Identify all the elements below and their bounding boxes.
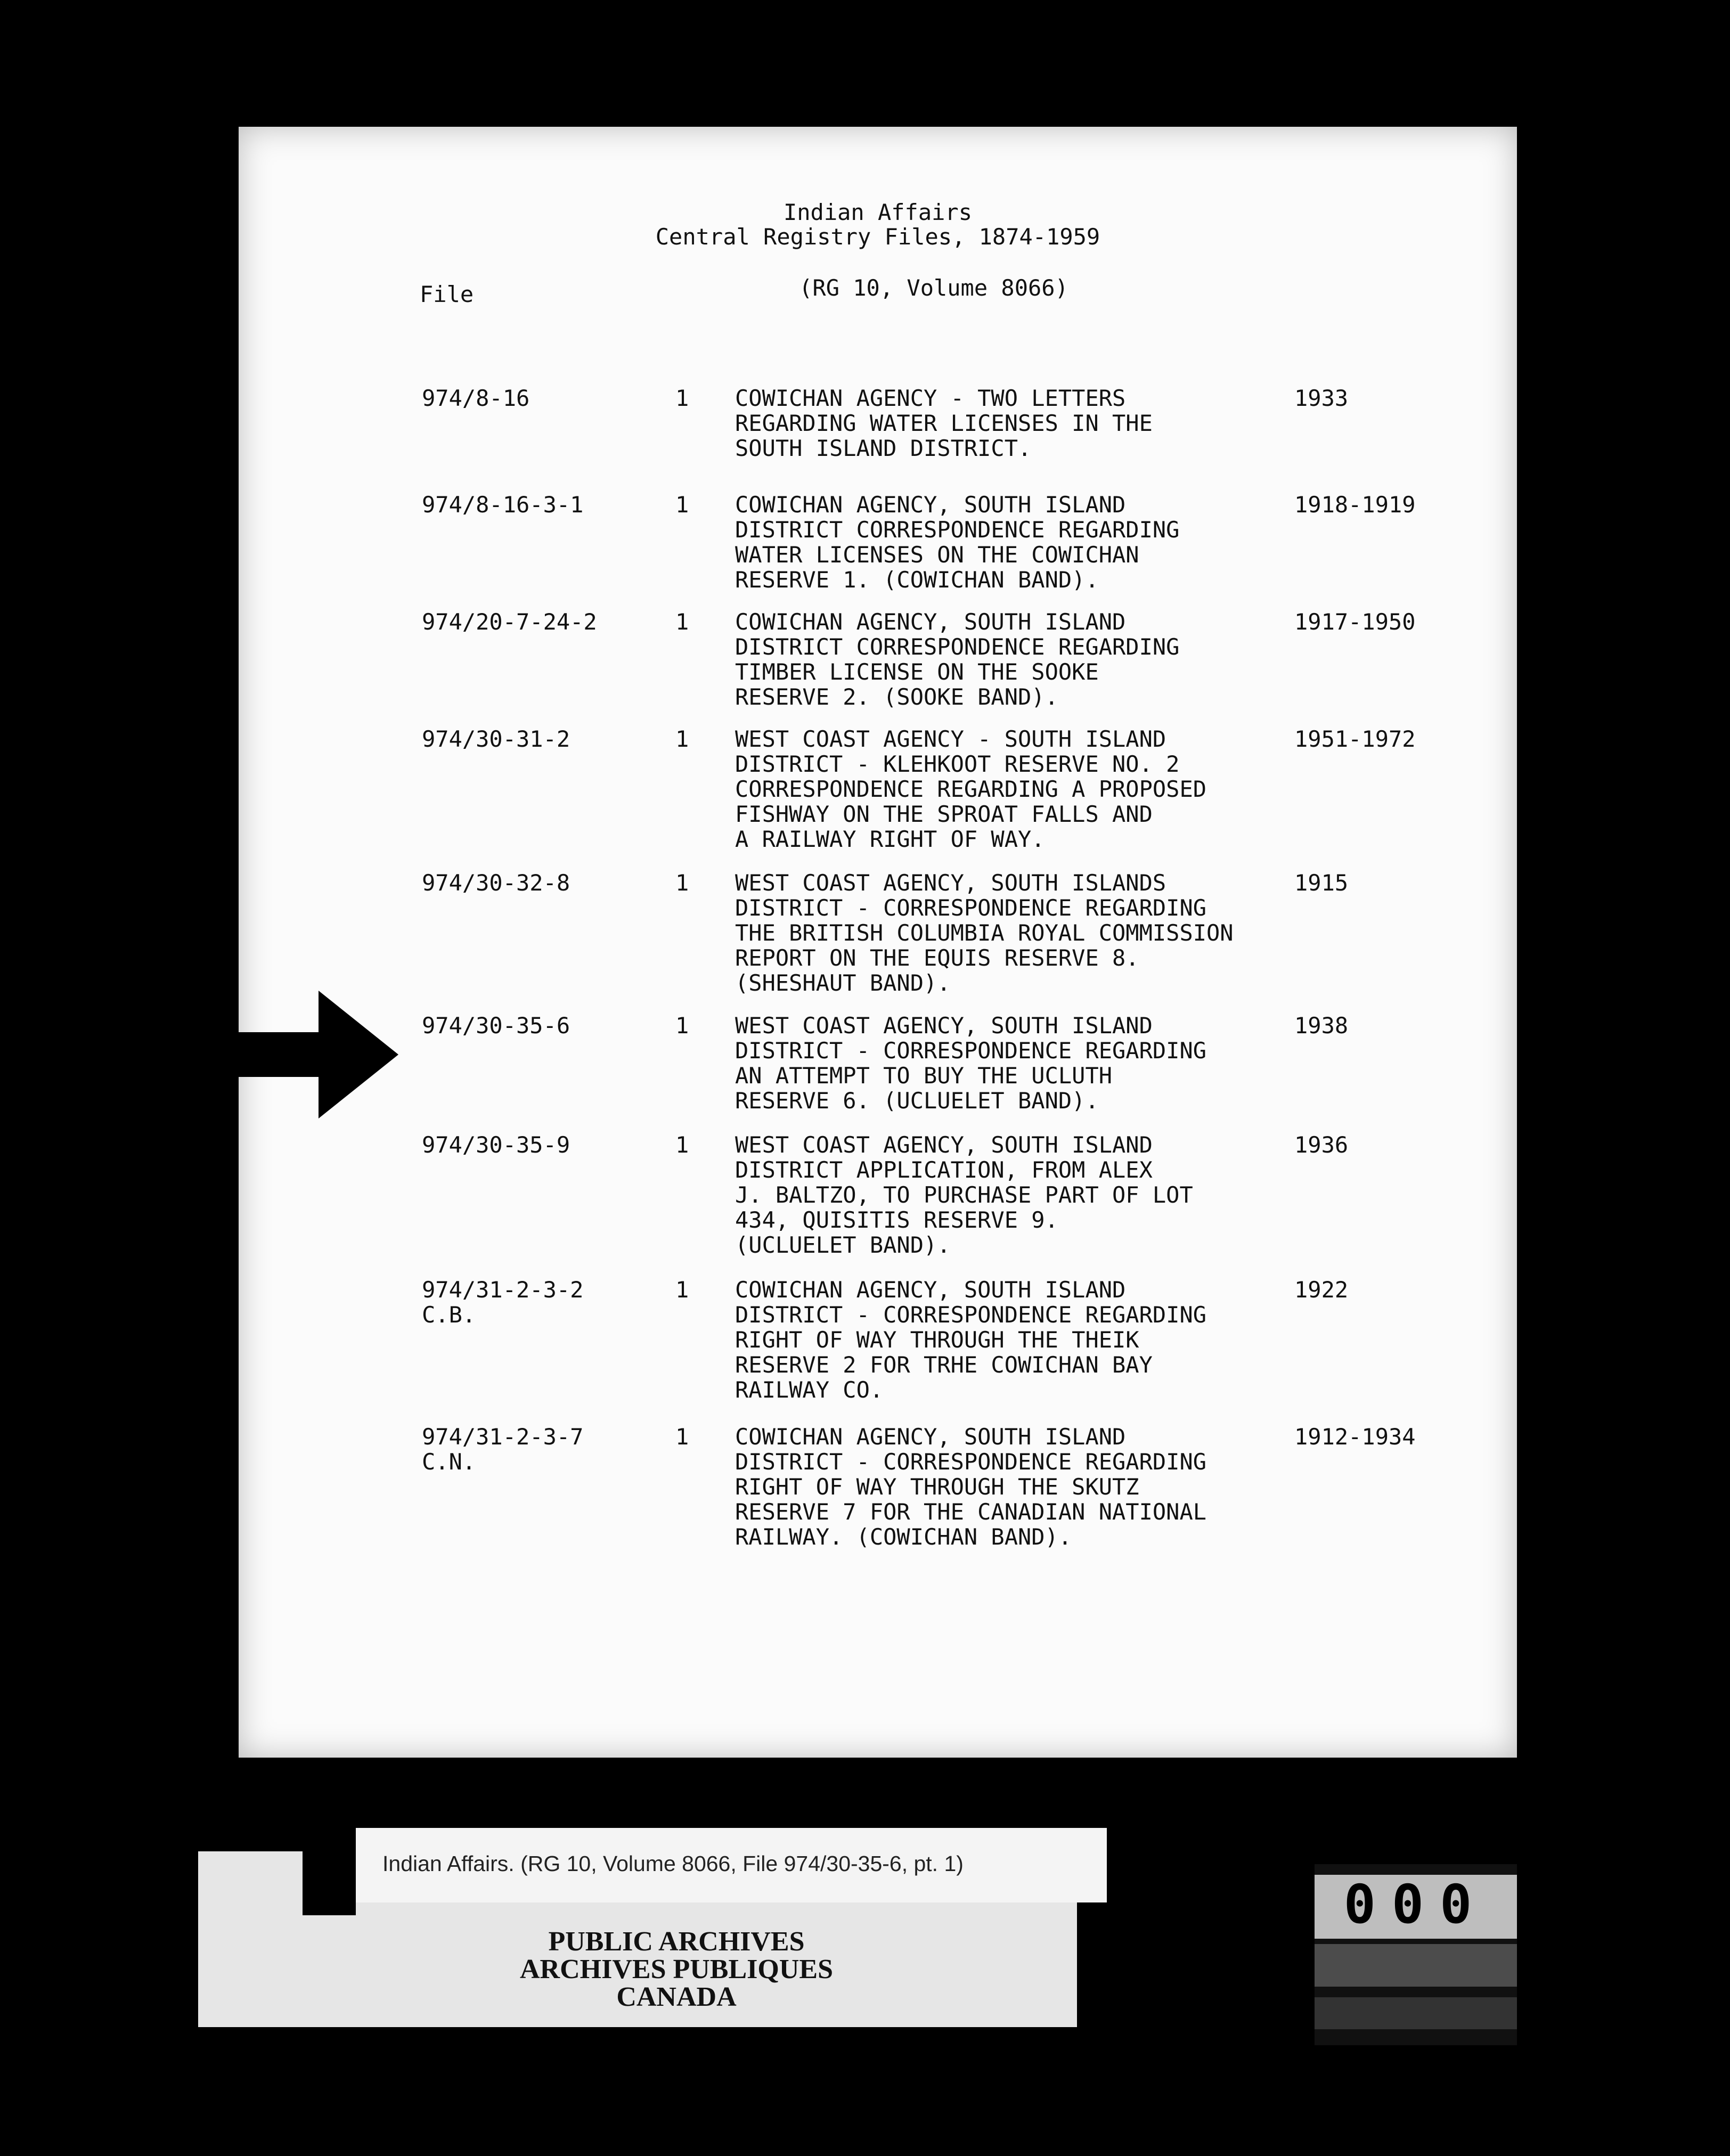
volume-count: 1 <box>675 1424 689 1450</box>
description-line: COWICHAN AGENCY - TWO LETTERS <box>735 385 1126 411</box>
pointer-arrow-icon <box>239 991 398 1118</box>
file-number: 974/31-2-3-7 C.N. <box>422 1424 584 1475</box>
description-line: DISTRICT - CORRESPONDENCE REGARDING <box>735 1449 1207 1475</box>
description-line: DISTRICT - CORRESPONDENCE REGARDING <box>735 1038 1207 1064</box>
file-years: 1912-1934 <box>1294 1424 1416 1450</box>
archives-name-en: PUBLIC ARCHIVES <box>548 1926 805 1957</box>
volume-label: (RG 10, Volume 8066) <box>799 275 1068 301</box>
description-line: RIGHT OF WAY THROUGH THE THEIK <box>735 1327 1139 1353</box>
file-column-label: File <box>420 281 474 307</box>
file-years: 1917-1950 <box>1294 609 1416 635</box>
description-line: COWICHAN AGENCY, SOUTH ISLAND <box>735 609 1126 635</box>
file-number: 974/8-16-3-1 <box>422 492 584 518</box>
file-years: 1922 <box>1294 1277 1349 1303</box>
file-number: 974/30-35-6 <box>422 1012 570 1039</box>
volume-count: 1 <box>675 1012 689 1039</box>
file-description <box>735 870 1321 995</box>
volume-count: 1 <box>675 726 689 752</box>
volume-count: 1 <box>675 609 689 635</box>
file-description <box>735 1013 1321 1113</box>
file-years: 1936 <box>1294 1132 1349 1158</box>
description-line: WATER LICENSES ON THE COWICHAN <box>735 542 1139 568</box>
description-line: RESERVE 7 FOR THE CANADIAN NATIONAL <box>735 1499 1207 1525</box>
description-line: DISTRICT - CORRESPONDENCE REGARDING <box>735 1302 1207 1328</box>
description-line: AN ATTEMPT TO BUY THE UCLUTH <box>735 1063 1113 1089</box>
file-reference: Indian Affairs. (RG 10, Volume 8066, File 974/30-35-6, pt. 1) <box>382 1851 964 1876</box>
description-line: THE BRITISH COLUMBIA ROYAL COMMISSION <box>735 920 1234 946</box>
description-line: WEST COAST AGENCY - SOUTH ISLAND <box>735 726 1166 752</box>
description-line: J. BALTZO, TO PURCHASE PART OF LOT <box>735 1182 1193 1208</box>
frame-counter <box>1315 1864 1517 2045</box>
description-line: RAILWAY. (COWICHAN BAND). <box>735 1524 1072 1550</box>
description-line: DISTRICT CORRESPONDENCE REGARDING <box>735 517 1180 543</box>
page-title: Indian Affairs <box>783 199 972 225</box>
volume-count: 1 <box>675 1277 689 1303</box>
file-description <box>735 609 1321 709</box>
file-years: 1918-1919 <box>1294 492 1416 518</box>
volume-count: 1 <box>675 870 689 896</box>
description-line: RESERVE 2 FOR TRHE COWICHAN BAY <box>735 1352 1153 1378</box>
file-description <box>735 1277 1321 1402</box>
description-line: RESERVE 6. (UCLUELET BAND). <box>735 1088 1099 1114</box>
description-line: FISHWAY ON THE SPROAT FALLS AND <box>735 801 1153 827</box>
description-line: CORRESPONDENCE REGARDING A PROPOSED <box>735 776 1207 802</box>
file-years: 1938 <box>1294 1012 1349 1039</box>
description-line: WEST COAST AGENCY, SOUTH ISLANDS <box>735 870 1166 896</box>
description-line: RIGHT OF WAY THROUGH THE SKUTZ <box>735 1474 1139 1500</box>
file-number: 974/20-7-24-2 <box>422 609 597 635</box>
file-description <box>735 386 1321 461</box>
description-line: REGARDING WATER LICENSES IN THE <box>735 410 1153 436</box>
volume-count: 1 <box>675 1132 689 1158</box>
file-years: 1915 <box>1294 870 1349 896</box>
description-line: SOUTH ISLAND DISTRICT. <box>735 435 1032 461</box>
description-line: DISTRICT CORRESPONDENCE REGARDING <box>735 634 1180 660</box>
file-description <box>735 726 1321 852</box>
file-description <box>735 1132 1321 1257</box>
description-line: TIMBER LICENSE ON THE SOOKE <box>735 659 1099 685</box>
volume-count: 1 <box>675 492 689 518</box>
description-line: A RAILWAY RIGHT OF WAY. <box>735 826 1045 852</box>
description-line: RESERVE 1. (COWICHAN BAND). <box>735 567 1099 593</box>
description-line: (SHESHAUT BAND). <box>735 970 951 996</box>
description-line: WEST COAST AGENCY, SOUTH ISLAND <box>735 1012 1153 1039</box>
archives-country: CANADA <box>616 1982 737 2012</box>
file-years: 1933 <box>1294 385 1349 411</box>
file-number: 974/30-32-8 <box>422 870 570 896</box>
file-number: 974/31-2-3-2 C.B. <box>422 1277 584 1328</box>
description-line: 434, QUISITIS RESERVE 9. <box>735 1207 1058 1233</box>
page-subtitle: Central Registry Files, 1874-1959 <box>655 224 1100 250</box>
description-line: DISTRICT APPLICATION, FROM ALEX <box>735 1157 1153 1183</box>
description-line: COWICHAN AGENCY, SOUTH ISLAND <box>735 492 1126 518</box>
file-number: 974/30-35-9 <box>422 1132 570 1158</box>
file-description <box>735 1424 1321 1549</box>
description-line: COWICHAN AGENCY, SOUTH ISLAND <box>735 1277 1126 1303</box>
archives-name-fr: ARCHIVES PUBLIQUES <box>519 1954 834 1985</box>
description-line: RESERVE 2. (SOOKE BAND). <box>735 684 1058 710</box>
description-line: REPORT ON THE EQUIS RESERVE 8. <box>735 945 1139 971</box>
file-years: 1951-1972 <box>1294 726 1416 752</box>
file-number: 974/30-31-2 <box>422 726 570 752</box>
file-description <box>735 492 1321 592</box>
description-line: WEST COAST AGENCY, SOUTH ISLAND <box>735 1132 1153 1158</box>
description-line: RAILWAY CO. <box>735 1377 884 1403</box>
slip-notch <box>303 1851 356 1915</box>
volume-count: 1 <box>675 385 689 411</box>
document-page <box>239 127 1517 1758</box>
description-line: COWICHAN AGENCY, SOUTH ISLAND <box>735 1424 1126 1450</box>
counter-digits: 000 <box>1343 1873 1488 1936</box>
description-line: DISTRICT - KLEHKOOT RESERVE NO. 2 <box>735 751 1180 777</box>
description-line: (UCLUELET BAND). <box>735 1232 951 1258</box>
file-number: 974/8-16 <box>422 385 530 411</box>
description-line: DISTRICT - CORRESPONDENCE REGARDING <box>735 895 1207 921</box>
